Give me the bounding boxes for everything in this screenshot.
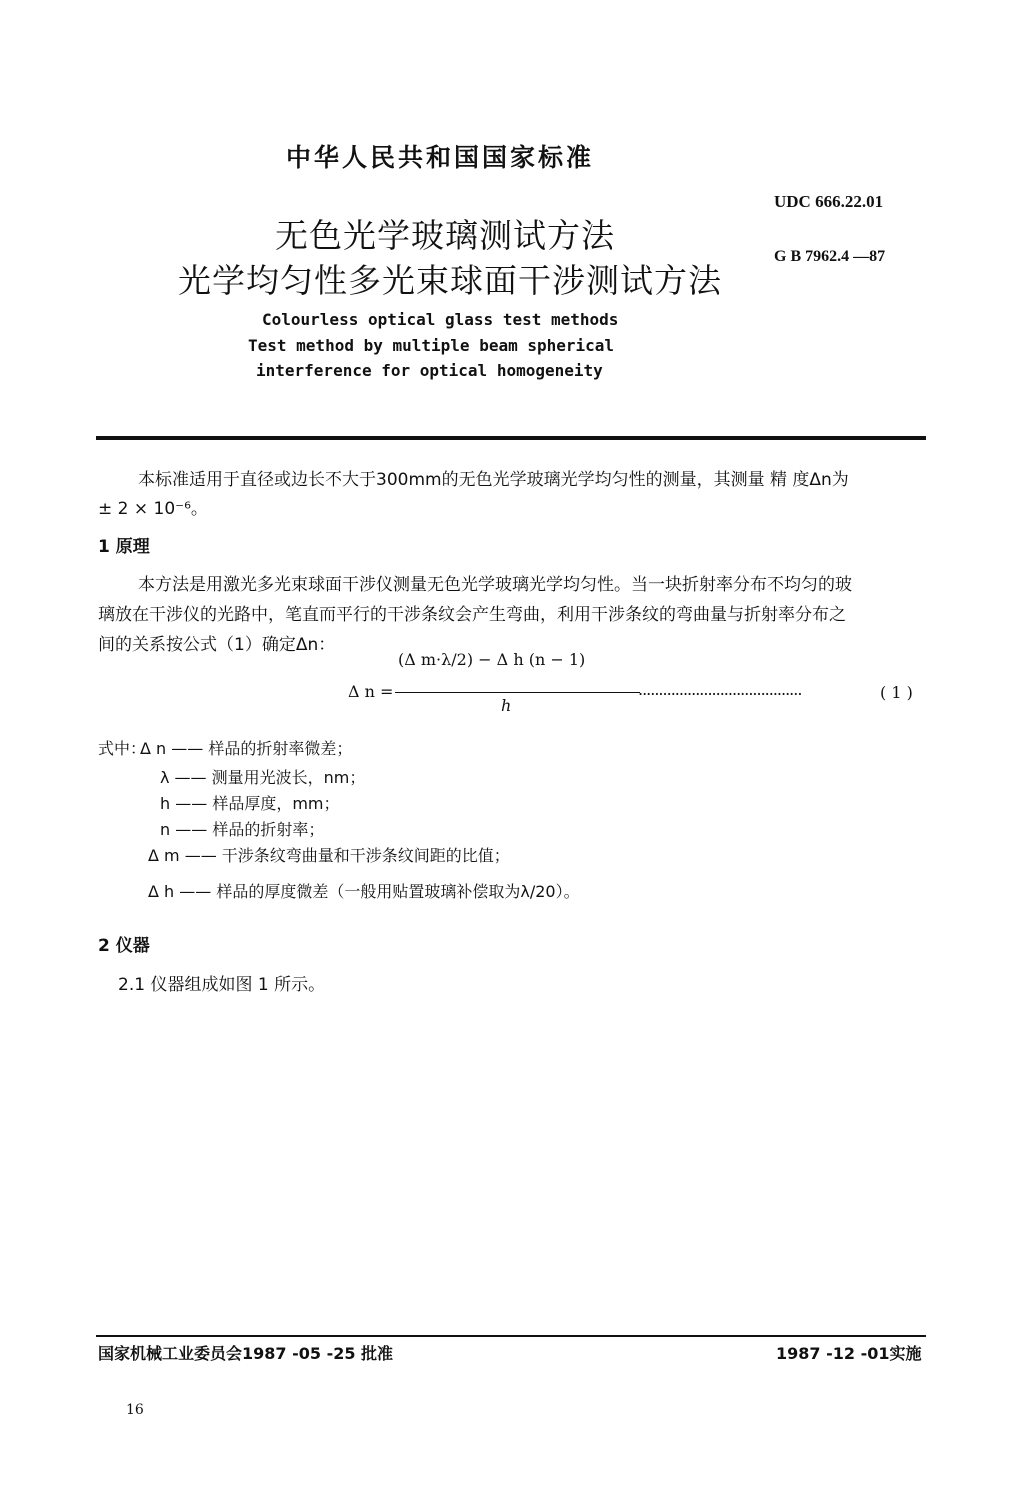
title-cn-line1: 无色光学玻璃测试方法: [275, 216, 615, 255]
gb-code: G B 7962.4 —87: [774, 248, 886, 265]
section1-line1: 本方法是用激光多光束球面干涉仪测量无色光学玻璃光学均匀性。当一块折射率分布不均匀的玻: [138, 575, 852, 595]
equation-leader-dots: ........................................: [638, 680, 802, 699]
definitions-label: 式中：: [98, 739, 147, 758]
section1-line2: 璃放在干涉仪的光路中，笔直而平行的干涉条纹会产生弯曲，利用干涉条纹的弯曲量与折射率分布之: [98, 605, 846, 625]
definition-h: h —— 样品厚度，mm；: [160, 794, 340, 813]
equation-numerator: (Δ m·λ/2) − Δ h (n − 1): [398, 650, 586, 669]
definition-lambda: λ —— 测量用光波长，nm；: [160, 768, 366, 787]
national-standard-title: 中华人民共和国国家标准: [286, 143, 595, 172]
equation-fraction-bar: [395, 692, 640, 693]
udc-code: UDC 666.22.01: [774, 192, 884, 211]
intro-line1: 本标准适用于直径或边长不大于300mm的无色光学玻璃光学均匀性的测量，其测量 精 度Δn为: [138, 470, 849, 490]
title-en-line2: Test method by multiple beam spherical: [248, 336, 615, 355]
page-number: 16: [126, 1402, 144, 1418]
header-divider: [96, 436, 926, 440]
definition-delta-m: Δ m —— 干涉条纹弯曲量和干涉条纹间距的比值；: [148, 846, 510, 865]
section2-1-text: 2.1 仪器组成如图 1 所示。: [118, 975, 326, 995]
equation-denominator: h: [501, 696, 512, 715]
effective-date: 1987 -12 -01实施: [776, 1344, 922, 1363]
definition-n: n —— 样品的折射率；: [160, 820, 325, 839]
title-cn-line2: 光学均匀性多光束球面干涉测试方法: [178, 261, 722, 300]
section1-line3: 间的关系按公式（1）确定Δn：: [98, 635, 336, 655]
equation-number: ( 1 ): [880, 683, 913, 702]
section2-heading: 2 仪器: [98, 936, 150, 956]
definition-delta-h: Δ h —— 样品的厚度微差（一般用贴置玻璃补偿取为λ/20）。: [148, 882, 580, 901]
equation-lhs: Δ n =: [348, 682, 394, 701]
approval-date: 国家机械工业委员会1987 -05 -25 批准: [98, 1344, 394, 1363]
definition-delta-n: Δ n —— 样品的折射率微差；: [140, 739, 353, 758]
footer-divider: [96, 1335, 926, 1337]
title-en-line1: Colourless optical glass test methods: [262, 310, 619, 329]
section1-heading: 1 原理: [98, 537, 150, 557]
intro-line2: ± 2 × 10⁻⁶。: [98, 499, 208, 519]
title-en-line3: interference for optical homogeneity: [256, 361, 603, 380]
